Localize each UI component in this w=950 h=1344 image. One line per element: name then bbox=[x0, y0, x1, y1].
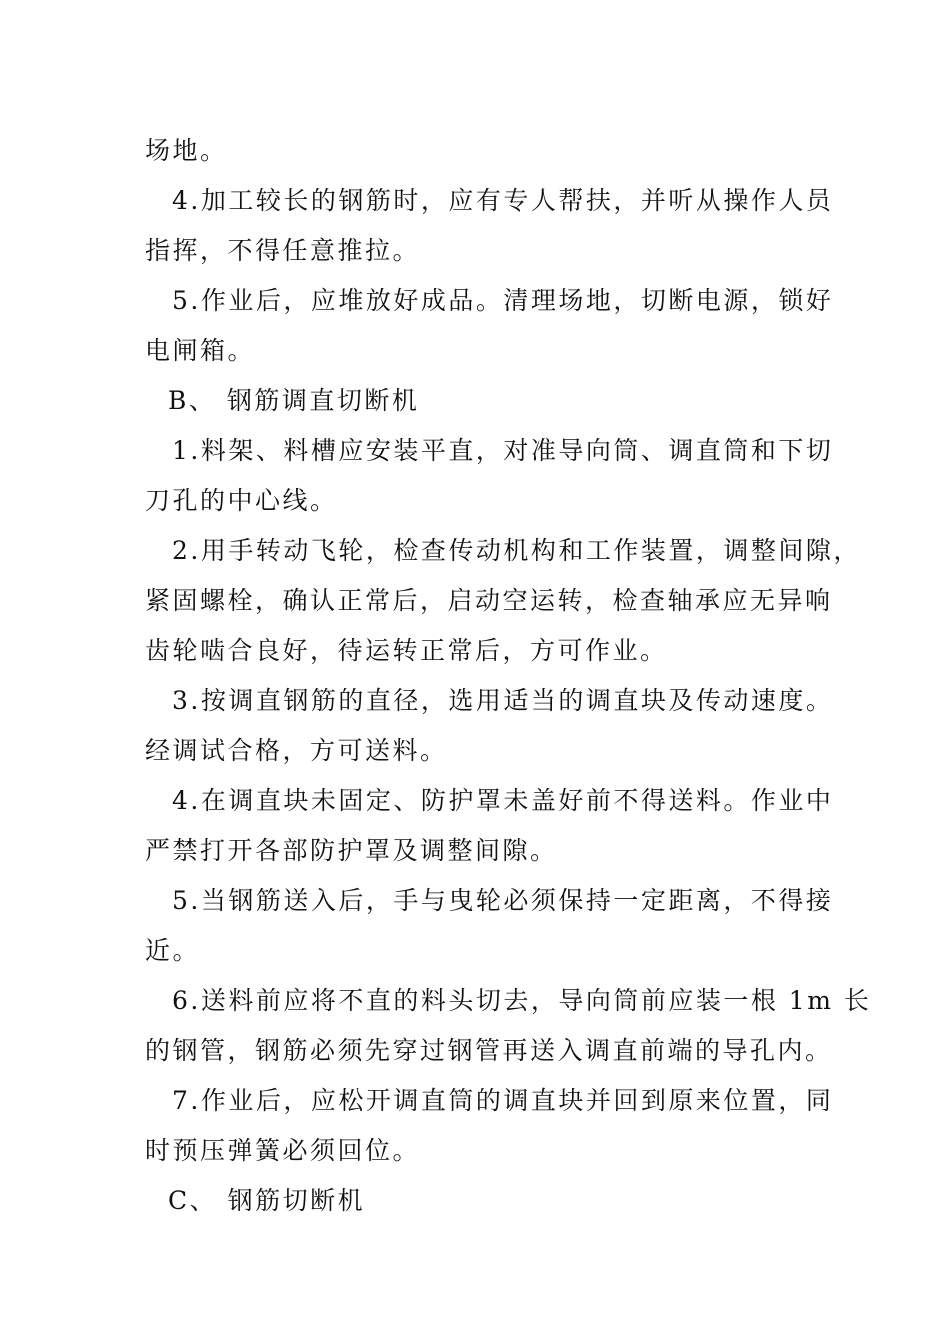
text-line: 7.作业后，应松开调直筒的调直块并回到原来位置，同 bbox=[172, 1086, 834, 1115]
text-line: 近。 bbox=[145, 936, 201, 965]
text-line: 5.作业后，应堆放好成品。清理场地，切断电源，锁好 bbox=[172, 286, 834, 315]
text-line: 经调试合格，方可送料。 bbox=[145, 736, 448, 765]
text-line: 齿轮啮合良好，待运转正常后，方可作业。 bbox=[145, 636, 668, 665]
text-line: 场地。 bbox=[145, 136, 228, 165]
text-line: 4.加工较长的钢筋时，应有专人帮扶，并听从操作人员 bbox=[172, 186, 834, 215]
text-line: 4.在调直块未固定、防护罩未盖好前不得送料。作业中 bbox=[172, 786, 834, 815]
section-heading: C、 钢筋切断机 bbox=[168, 1186, 366, 1215]
text-line: 5.当钢筋送入后，手与曳轮必须保持一定距离，不得接 bbox=[172, 886, 834, 915]
text-line: 的钢管，钢筋必须先穿过钢管再送入调直前端的导孔内。 bbox=[145, 1036, 833, 1065]
text-line: 2.用手转动飞轮，检查传动机构和工作装置，调整间隙， bbox=[172, 536, 861, 565]
text-line: 3.按调直钢筋的直径，选用适当的调直块及传动速度。 bbox=[172, 686, 834, 715]
text-line: 电闸箱。 bbox=[145, 336, 256, 365]
text-line: 紧固螺栓，确认正常后，启动空运转，检查轴承应无异响 bbox=[145, 586, 833, 615]
text-line: 6.送料前应将不直的料头切去，导向筒前应装一根 1m 长 bbox=[172, 986, 872, 1015]
section-heading: B、 钢筋调直切断机 bbox=[168, 386, 420, 415]
text-line: 严禁打开各部防护罩及调整间隙。 bbox=[145, 836, 558, 865]
text-line: 指挥，不得任意推拉。 bbox=[145, 236, 421, 265]
text-line: 时预压弹簧必须回位。 bbox=[145, 1136, 421, 1165]
text-line: 刀孔的中心线。 bbox=[145, 486, 338, 515]
text-line: 1.料架、料槽应安装平直，对准导向筒、调直筒和下切 bbox=[172, 436, 834, 465]
